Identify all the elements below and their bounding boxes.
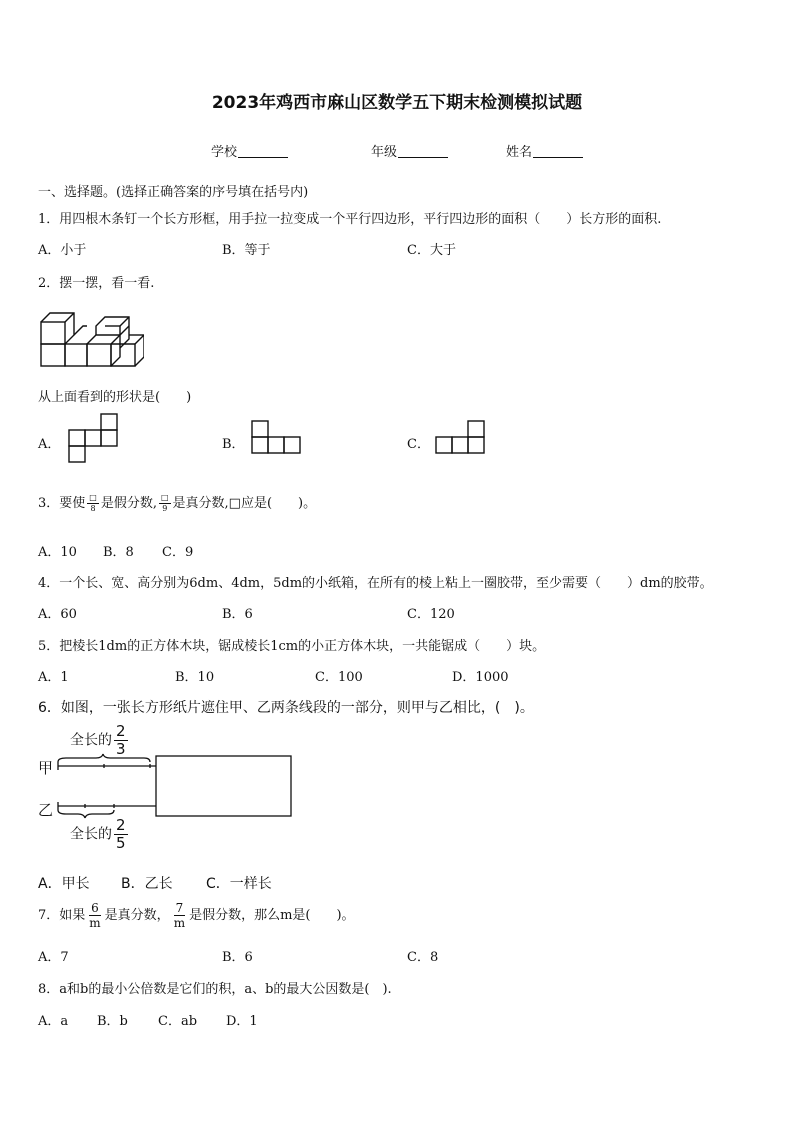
top-caption-text: 全长的 <box>70 732 112 749</box>
question-3-option-a[interactable]: A．10 <box>38 545 77 560</box>
page-title: 2023年鸡西市麻山区数学五下期末检测模拟试题 <box>211 93 583 113</box>
fraction-denominator: 9 <box>162 504 168 513</box>
question-2-subtext: 从上面看到的形状是( ) <box>38 390 192 405</box>
question-5-text: 5．把棱长1dm的正方体木块，锯成棱长1cm的小正方体木块，一共能锯成（ ）块。 <box>38 639 546 654</box>
question-8-option-b[interactable]: B．b <box>97 1014 128 1029</box>
question-5-option-c[interactable]: C．100 <box>315 670 363 685</box>
option-c-label: C． <box>407 437 430 452</box>
fraction-7-over-m <box>172 902 187 929</box>
question-4-option-a[interactable]: A．60 <box>38 607 77 622</box>
question-6-option-c[interactable]: C．一样长 <box>206 876 272 892</box>
question-6-text: 6．如图，一张长方形纸片遮住甲、乙两条线段的一部分，则甲与乙相比，( )。 <box>38 700 534 716</box>
question-1-option-b[interactable]: B．等于 <box>222 243 271 258</box>
name-blank[interactable] <box>533 145 583 158</box>
option-b-label: B． <box>222 437 245 452</box>
question-3-pre: 3．要使 <box>38 496 86 511</box>
question-7-post: 是假分数，那么m是( )。 <box>189 908 355 923</box>
section-heading: 一、选择题。(选择正确答案的序号填在括号内) <box>38 185 309 200</box>
fraction-denominator: m <box>173 916 186 930</box>
name-field[interactable] <box>506 141 583 160</box>
bottom-fraction <box>114 818 128 851</box>
question-2-option-b[interactable] <box>222 433 245 452</box>
question-5-option-d[interactable]: D．1000 <box>452 670 509 685</box>
question-4-option-b[interactable]: B．6 <box>222 607 253 622</box>
school-label: 学校 <box>211 145 238 160</box>
option-c-shape <box>435 420 487 456</box>
question-3-option-c[interactable]: C．9 <box>162 545 194 560</box>
fraction-numerator: 7 <box>175 901 184 915</box>
question-7-pre: 7．如果 <box>38 908 86 923</box>
school-blank[interactable] <box>238 145 288 158</box>
question-8-text: 8．a和b的最小公倍数是它们的积，a、b的最大公因数是( ). <box>38 982 392 997</box>
bottom-caption <box>70 818 130 851</box>
grade-blank[interactable] <box>398 145 448 158</box>
fraction-numerator: 6 <box>91 901 99 915</box>
question-5-option-b[interactable]: B．10 <box>175 670 215 685</box>
name-label: 姓名 <box>506 145 533 160</box>
fraction-denominator: m <box>89 916 101 930</box>
yi-label: 乙 <box>38 801 54 819</box>
question-4-option-c[interactable]: C．120 <box>407 607 455 622</box>
question-3-mid: 是假分数, <box>100 496 157 511</box>
question-5-option-a[interactable]: A．1 <box>38 670 69 685</box>
question-1-option-a[interactable]: A．小于 <box>38 243 87 258</box>
fraction-denominator: 8 <box>90 504 96 513</box>
jia-label: 甲 <box>38 759 54 777</box>
grade-label: 年级 <box>371 145 398 160</box>
fraction-numerator: □ <box>89 493 97 502</box>
question-7-option-a[interactable]: A．7 <box>38 950 69 965</box>
fraction-denominator: 3 <box>116 740 126 758</box>
question-6-option-a[interactable]: A．甲长 <box>38 876 90 892</box>
option-a-label: A． <box>38 437 61 452</box>
option-b-shape <box>251 420 303 456</box>
question-3-post: 是真分数,□应是( )。 <box>172 496 317 511</box>
cube-stack-figure <box>36 308 144 368</box>
fraction-numerator: □ <box>160 493 169 502</box>
fraction-6-over-m <box>87 902 102 929</box>
question-3-option-b[interactable]: B．8 <box>103 545 134 560</box>
question-1-option-c[interactable]: C．大于 <box>407 243 456 258</box>
fraction-blank-over-8 <box>87 494 99 513</box>
question-2-option-c[interactable] <box>407 433 430 452</box>
question-7-option-b[interactable]: B．6 <box>222 950 253 965</box>
question-7-mid: 是真分数， <box>104 908 170 923</box>
fraction-numerator: 2 <box>116 722 126 740</box>
question-6-option-b[interactable]: B．乙长 <box>121 876 173 892</box>
grade-field[interactable] <box>371 141 448 160</box>
fraction-blank-over-9 <box>159 494 171 513</box>
question-4-text: 4．一个长、宽、高分别为6dm、4dm，5dm的小纸箱，在所有的棱上粘上一圈胶带，至少需要（ ）dm的胶带。 <box>38 576 713 591</box>
question-7-text <box>38 902 355 929</box>
question-8-option-c[interactable]: C．ab <box>158 1014 198 1029</box>
fraction-numerator: 2 <box>116 816 126 834</box>
question-2-text: 2．摆一摆，看一看. <box>38 276 155 291</box>
question-3-text <box>38 492 316 513</box>
question-8-option-d[interactable]: D．1 <box>226 1014 258 1029</box>
question-2-option-a[interactable] <box>38 433 60 452</box>
question-1-text: 1．用四根木条钉一个长方形框，用手拉一拉变成一个平行四边形，平行四边形的面积（ ）长方形的面积. <box>38 212 662 227</box>
option-a-shape <box>68 413 120 465</box>
question-8-option-a[interactable]: A．a <box>38 1014 69 1029</box>
question-7-option-c[interactable]: C．8 <box>407 950 439 965</box>
fraction-denominator: 5 <box>116 834 126 852</box>
bottom-caption-text: 全长的 <box>70 826 112 843</box>
segment-diagram <box>56 752 296 820</box>
school-field[interactable] <box>211 141 288 160</box>
